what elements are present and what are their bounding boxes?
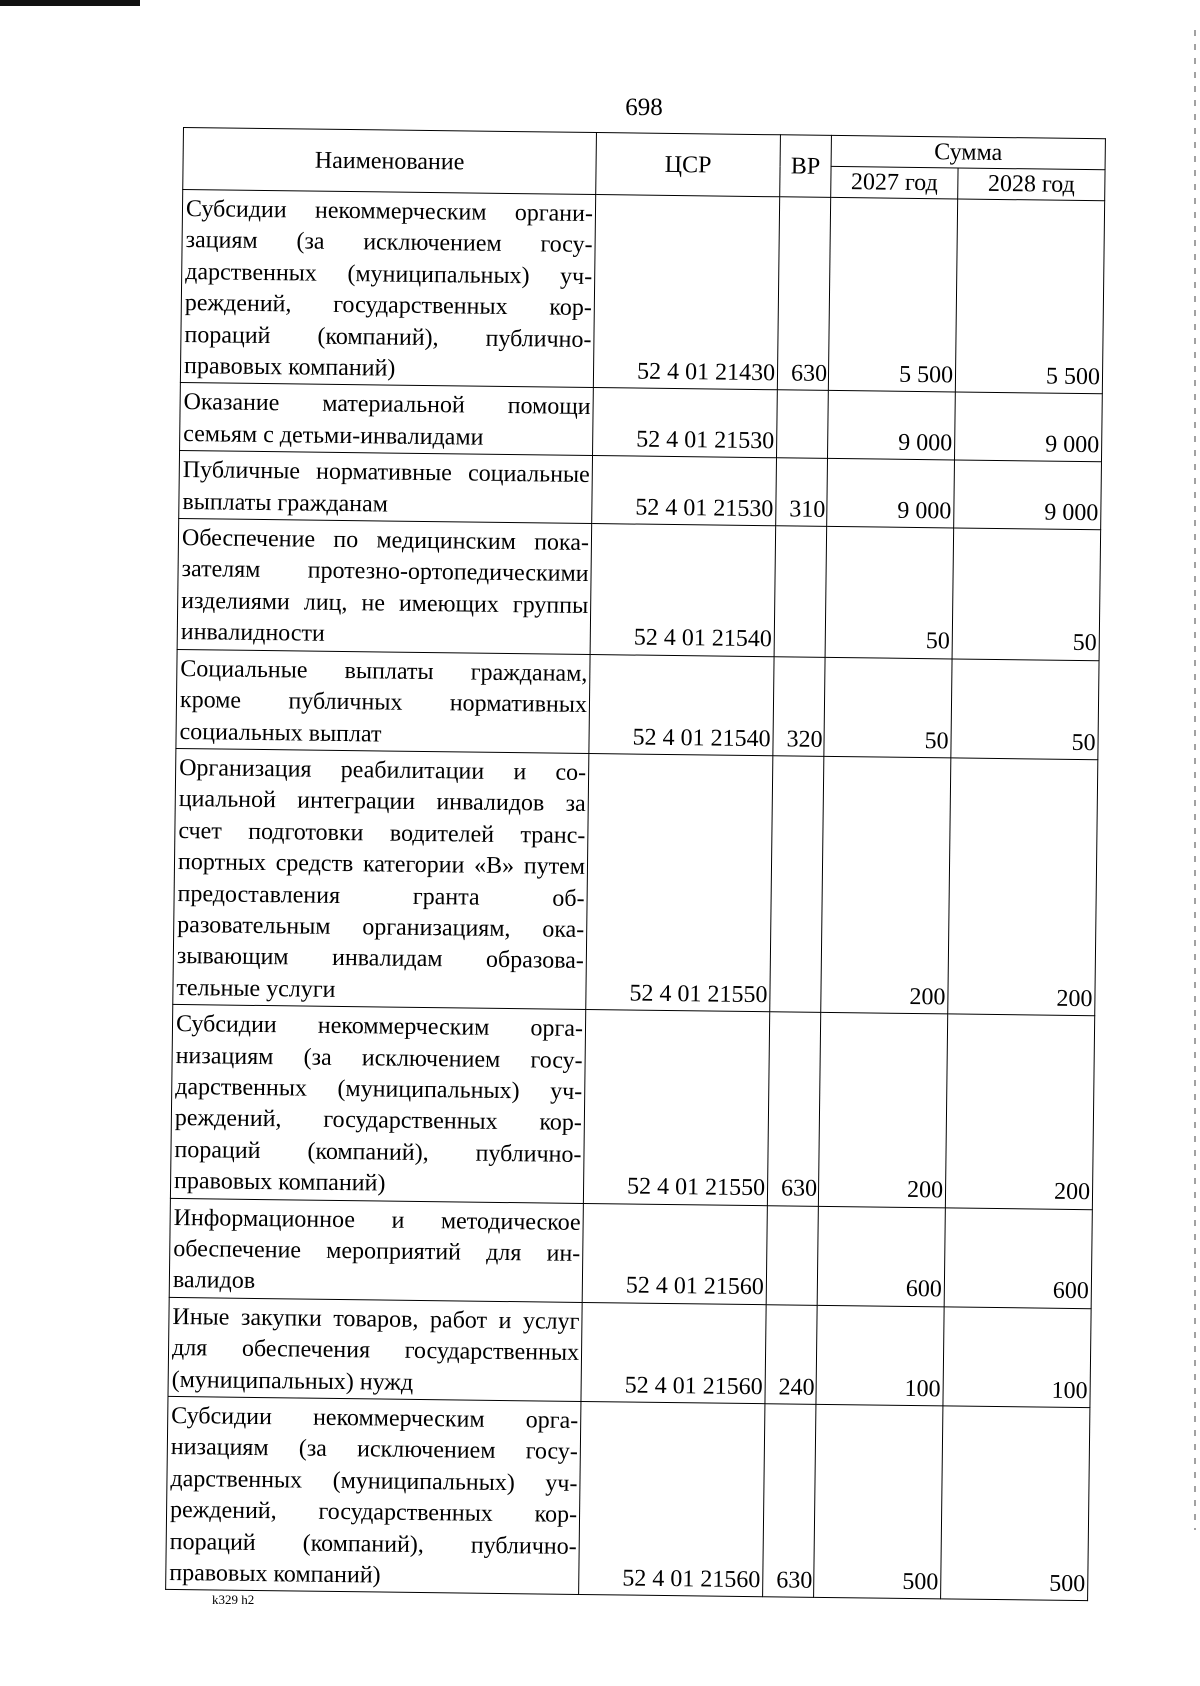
scan-artifact-top xyxy=(0,0,140,6)
row-csr-cell: 52 4 01 21550 xyxy=(586,753,773,1011)
row-csr-cell: 52 4 01 21560 xyxy=(579,1401,765,1597)
footer-code: k329 h2 xyxy=(212,1592,255,1607)
row-sum-2027-cell: 50 xyxy=(825,526,954,658)
budget-table xyxy=(165,127,1106,1602)
header-csr: ЦСР xyxy=(596,133,781,197)
row-vr-cell: 630 xyxy=(777,197,830,391)
table-row xyxy=(176,649,1099,759)
row-sum-2028-cell: 600 xyxy=(944,1207,1092,1308)
header-row-top xyxy=(183,128,1105,170)
row-name-cell: Организация реабилитации и социальной интеграции инвалидов за счет подготовки водителей транспортных средств категории «В» путем предоставления гранта образовательным организациям, оказывающим инвалидам образовательные услуги xyxy=(173,748,589,1009)
row-sum-2027-cell: 200 xyxy=(821,756,951,1014)
row-vr-cell xyxy=(777,390,829,458)
row-sum-2028-cell: 50 xyxy=(952,528,1101,660)
header-year-2028: 2028 год xyxy=(958,168,1105,201)
header-sum: Сумма xyxy=(831,135,1105,169)
row-sum-2027-cell: 200 xyxy=(818,1013,947,1208)
row-sum-2028-cell: 200 xyxy=(945,1014,1094,1209)
row-vr-cell: 320 xyxy=(773,656,825,756)
header-vr: ВР xyxy=(780,135,832,198)
row-csr-cell: 52 4 01 21560 xyxy=(582,1203,767,1304)
table-row xyxy=(169,1198,1092,1308)
row-sum-2027-cell: 5 500 xyxy=(828,197,957,392)
row-name-cell: Иные закупки товаров, работ и услуг для обеспечения государственных (муниципальных) нужд xyxy=(168,1297,582,1401)
row-name-cell: Субсидии некоммерческим организациям (за исключением государственных (муниципальных) учреждений, государственных корпораций (компаний), публично-правовых компаний) xyxy=(166,1396,581,1594)
row-name-cell: Социальные выплаты гражданам, кроме публичных нормативных социальных выплат xyxy=(176,649,590,753)
row-vr-cell xyxy=(774,526,827,657)
row-name-cell: Информационное и методическое обеспечение мероприятий для инвалидов xyxy=(169,1198,583,1302)
row-name-cell: Субсидии некоммерческим организациям (за исключением государственных (муниципальных) учреждений, государственных корпораций (компаний), публично-правовых компаний) xyxy=(170,1005,585,1203)
header-name: Наименование xyxy=(183,128,597,195)
row-sum-2027-cell: 50 xyxy=(824,657,952,758)
row-name-cell: Субсидии некоммерческим организациям (за исключением государственных (муниципальных) учреждений, государственных корпораций (компаний), публично-правовых компаний) xyxy=(180,190,595,388)
row-sum-2027-cell: 100 xyxy=(816,1305,944,1406)
page-number: 698 xyxy=(625,94,663,121)
row-sum-2028-cell: 5 500 xyxy=(955,199,1104,394)
row-sum-2028-cell: 100 xyxy=(943,1307,1091,1408)
row-csr-cell: 52 4 01 21430 xyxy=(593,195,779,391)
row-csr-cell: 52 4 01 21540 xyxy=(590,524,776,657)
table-row xyxy=(179,451,1102,530)
row-sum-2028-cell: 50 xyxy=(951,659,1099,760)
row-csr-cell: 52 4 01 21530 xyxy=(592,456,777,526)
row-name-cell: Публичные нормативные социальные выплаты гражданам xyxy=(179,451,593,524)
row-sum-2027-cell: 9 000 xyxy=(827,459,955,528)
row-sum-2027-cell: 9 000 xyxy=(827,391,955,460)
row-sum-2028-cell: 200 xyxy=(948,758,1098,1016)
table-row xyxy=(173,748,1098,1015)
row-vr-cell: 630 xyxy=(763,1404,816,1598)
row-csr-cell: 52 4 01 21530 xyxy=(593,388,778,458)
scan-artifact-right xyxy=(1194,30,1196,1530)
table-row xyxy=(180,190,1104,395)
table-row xyxy=(168,1297,1091,1407)
row-sum-2028-cell: 500 xyxy=(941,1406,1090,1601)
table-row xyxy=(166,1396,1090,1601)
table-body xyxy=(166,190,1105,1602)
table-row xyxy=(170,1005,1094,1210)
table-row xyxy=(180,383,1103,462)
header-year-2027: 2027 год xyxy=(831,166,958,199)
row-vr-cell: 240 xyxy=(765,1305,817,1405)
row-name-cell: Обеспечение по медицинским показателям протезно-ортопедическими изделиями лиц, не имеющих группы инвалидности xyxy=(177,519,592,655)
row-vr-cell: 630 xyxy=(767,1012,820,1206)
row-csr-cell: 52 4 01 21550 xyxy=(583,1010,769,1206)
row-csr-cell: 52 4 01 21560 xyxy=(581,1302,766,1403)
row-name-cell: Оказание материальной помощи семьям с детьми-инвалидами xyxy=(180,383,594,456)
row-sum-2027-cell: 500 xyxy=(814,1404,943,1599)
row-sum-2028-cell: 9 000 xyxy=(954,392,1102,462)
table-row xyxy=(177,519,1101,661)
row-csr-cell: 52 4 01 21540 xyxy=(589,654,774,755)
row-sum-2028-cell: 9 000 xyxy=(954,460,1102,530)
row-vr-cell: 310 xyxy=(776,458,828,526)
row-vr-cell xyxy=(770,756,824,1013)
row-sum-2027-cell: 600 xyxy=(817,1206,945,1307)
row-vr-cell xyxy=(766,1205,818,1305)
